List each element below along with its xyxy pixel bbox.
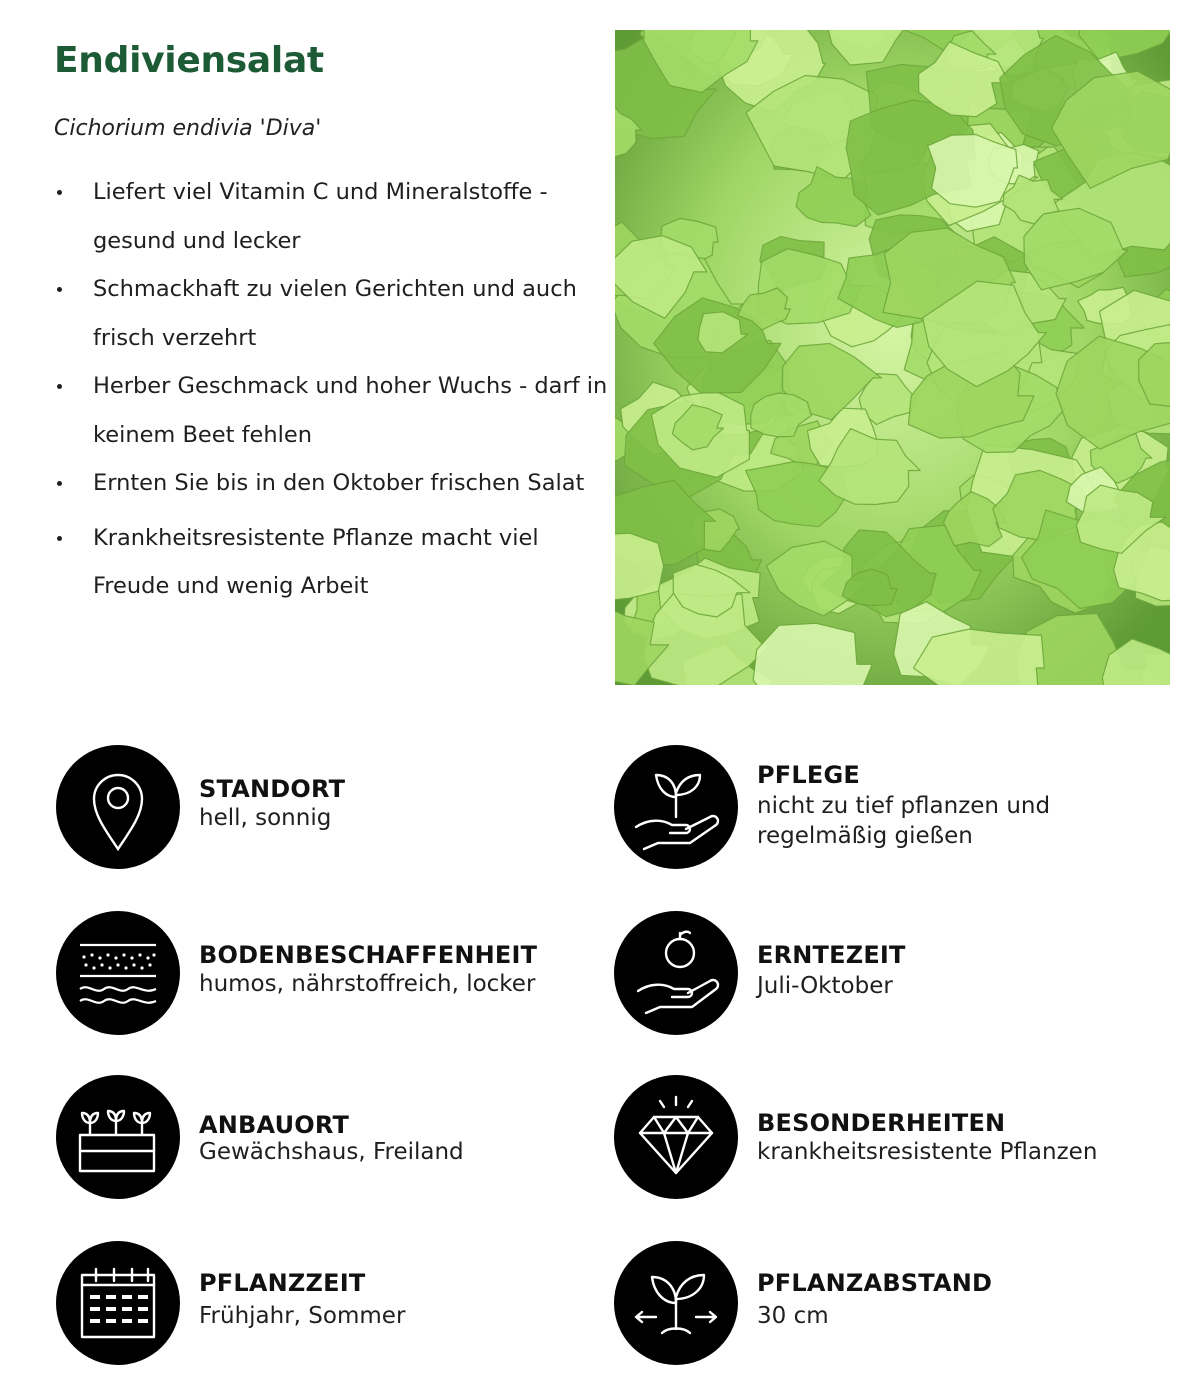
feature-erntezeit bbox=[614, 911, 1154, 1035]
bullet-dot bbox=[57, 481, 62, 486]
feature-pflanzzeit bbox=[56, 1241, 596, 1365]
feature-label: BESONDERHEITEN bbox=[757, 1109, 1006, 1137]
feature-standort bbox=[56, 745, 596, 869]
feature-pflanzabstand bbox=[614, 1241, 1154, 1365]
feature-label: STANDORT bbox=[199, 775, 346, 803]
bullet-dot bbox=[57, 190, 62, 195]
calendar-icon bbox=[56, 1241, 180, 1365]
lettuce-leaf bbox=[615, 533, 664, 602]
feature-value: krankheitsresistente Pflanzen bbox=[757, 1139, 1098, 1165]
list-item: Ernten Sie bis in den Oktober frischen Salat bbox=[54, 459, 614, 508]
feature-label: PFLEGE bbox=[757, 761, 860, 789]
location-pin-icon bbox=[56, 745, 180, 869]
feature-value: Gewächshaus, Freiland bbox=[199, 1139, 464, 1165]
feature-boden bbox=[56, 911, 596, 1035]
harvest-hand-icon bbox=[614, 911, 738, 1035]
bullet-dot bbox=[57, 536, 62, 541]
lettuce-photo bbox=[615, 30, 1170, 685]
feature-value: Frühjahr, Sommer bbox=[199, 1303, 406, 1329]
seedling-hand-icon bbox=[614, 745, 738, 869]
feature-anbauort bbox=[56, 1075, 596, 1199]
list-item: Liefert viel Vitamin C und Mineralstoffe - gesund und lecker bbox=[54, 168, 614, 265]
feature-value: Juli-Oktober bbox=[757, 973, 893, 999]
diamond-icon bbox=[614, 1075, 738, 1199]
feature-label: PFLANZABSTAND bbox=[757, 1269, 993, 1297]
feature-label: PFLANZZEIT bbox=[199, 1269, 366, 1297]
feature-value: nicht zu tief pflanzen und regelmäßig gießen bbox=[757, 793, 1051, 849]
feature-pflege bbox=[614, 745, 1154, 869]
feature-label: ANBAUORT bbox=[199, 1111, 350, 1139]
lettuce-leaf bbox=[914, 629, 1045, 685]
bullet-dot bbox=[57, 384, 62, 389]
bullet-dot bbox=[57, 287, 62, 292]
feature-label: BODENBESCHAFFENHEIT bbox=[199, 941, 538, 969]
feature-value: 30 cm bbox=[757, 1303, 829, 1329]
lettuce-illustration bbox=[615, 30, 1170, 685]
product-title: Endiviensalat bbox=[54, 40, 324, 81]
feature-besonderheiten bbox=[614, 1075, 1154, 1199]
feature-value: humos, nährstoffreich, locker bbox=[199, 971, 536, 997]
planter-box-icon bbox=[56, 1075, 180, 1199]
list-item: Krankheitsresistente Pflanze macht viel Freude und wenig Arbeit bbox=[54, 514, 614, 611]
benefits-list bbox=[54, 168, 614, 611]
soil-layers-icon bbox=[56, 911, 180, 1035]
plant-spacing-icon bbox=[614, 1241, 738, 1365]
feature-label: ERNTEZEIT bbox=[757, 941, 906, 969]
list-item: Herber Geschmack und hoher Wuchs - darf in keinem Beet fehlen bbox=[54, 362, 614, 459]
list-item: Schmackhaft zu vielen Gerichten und auch frisch verzehrt bbox=[54, 265, 614, 362]
feature-value: hell, sonnig bbox=[199, 805, 332, 831]
botanical-name: Cichorium endivia 'Diva' bbox=[54, 116, 322, 141]
